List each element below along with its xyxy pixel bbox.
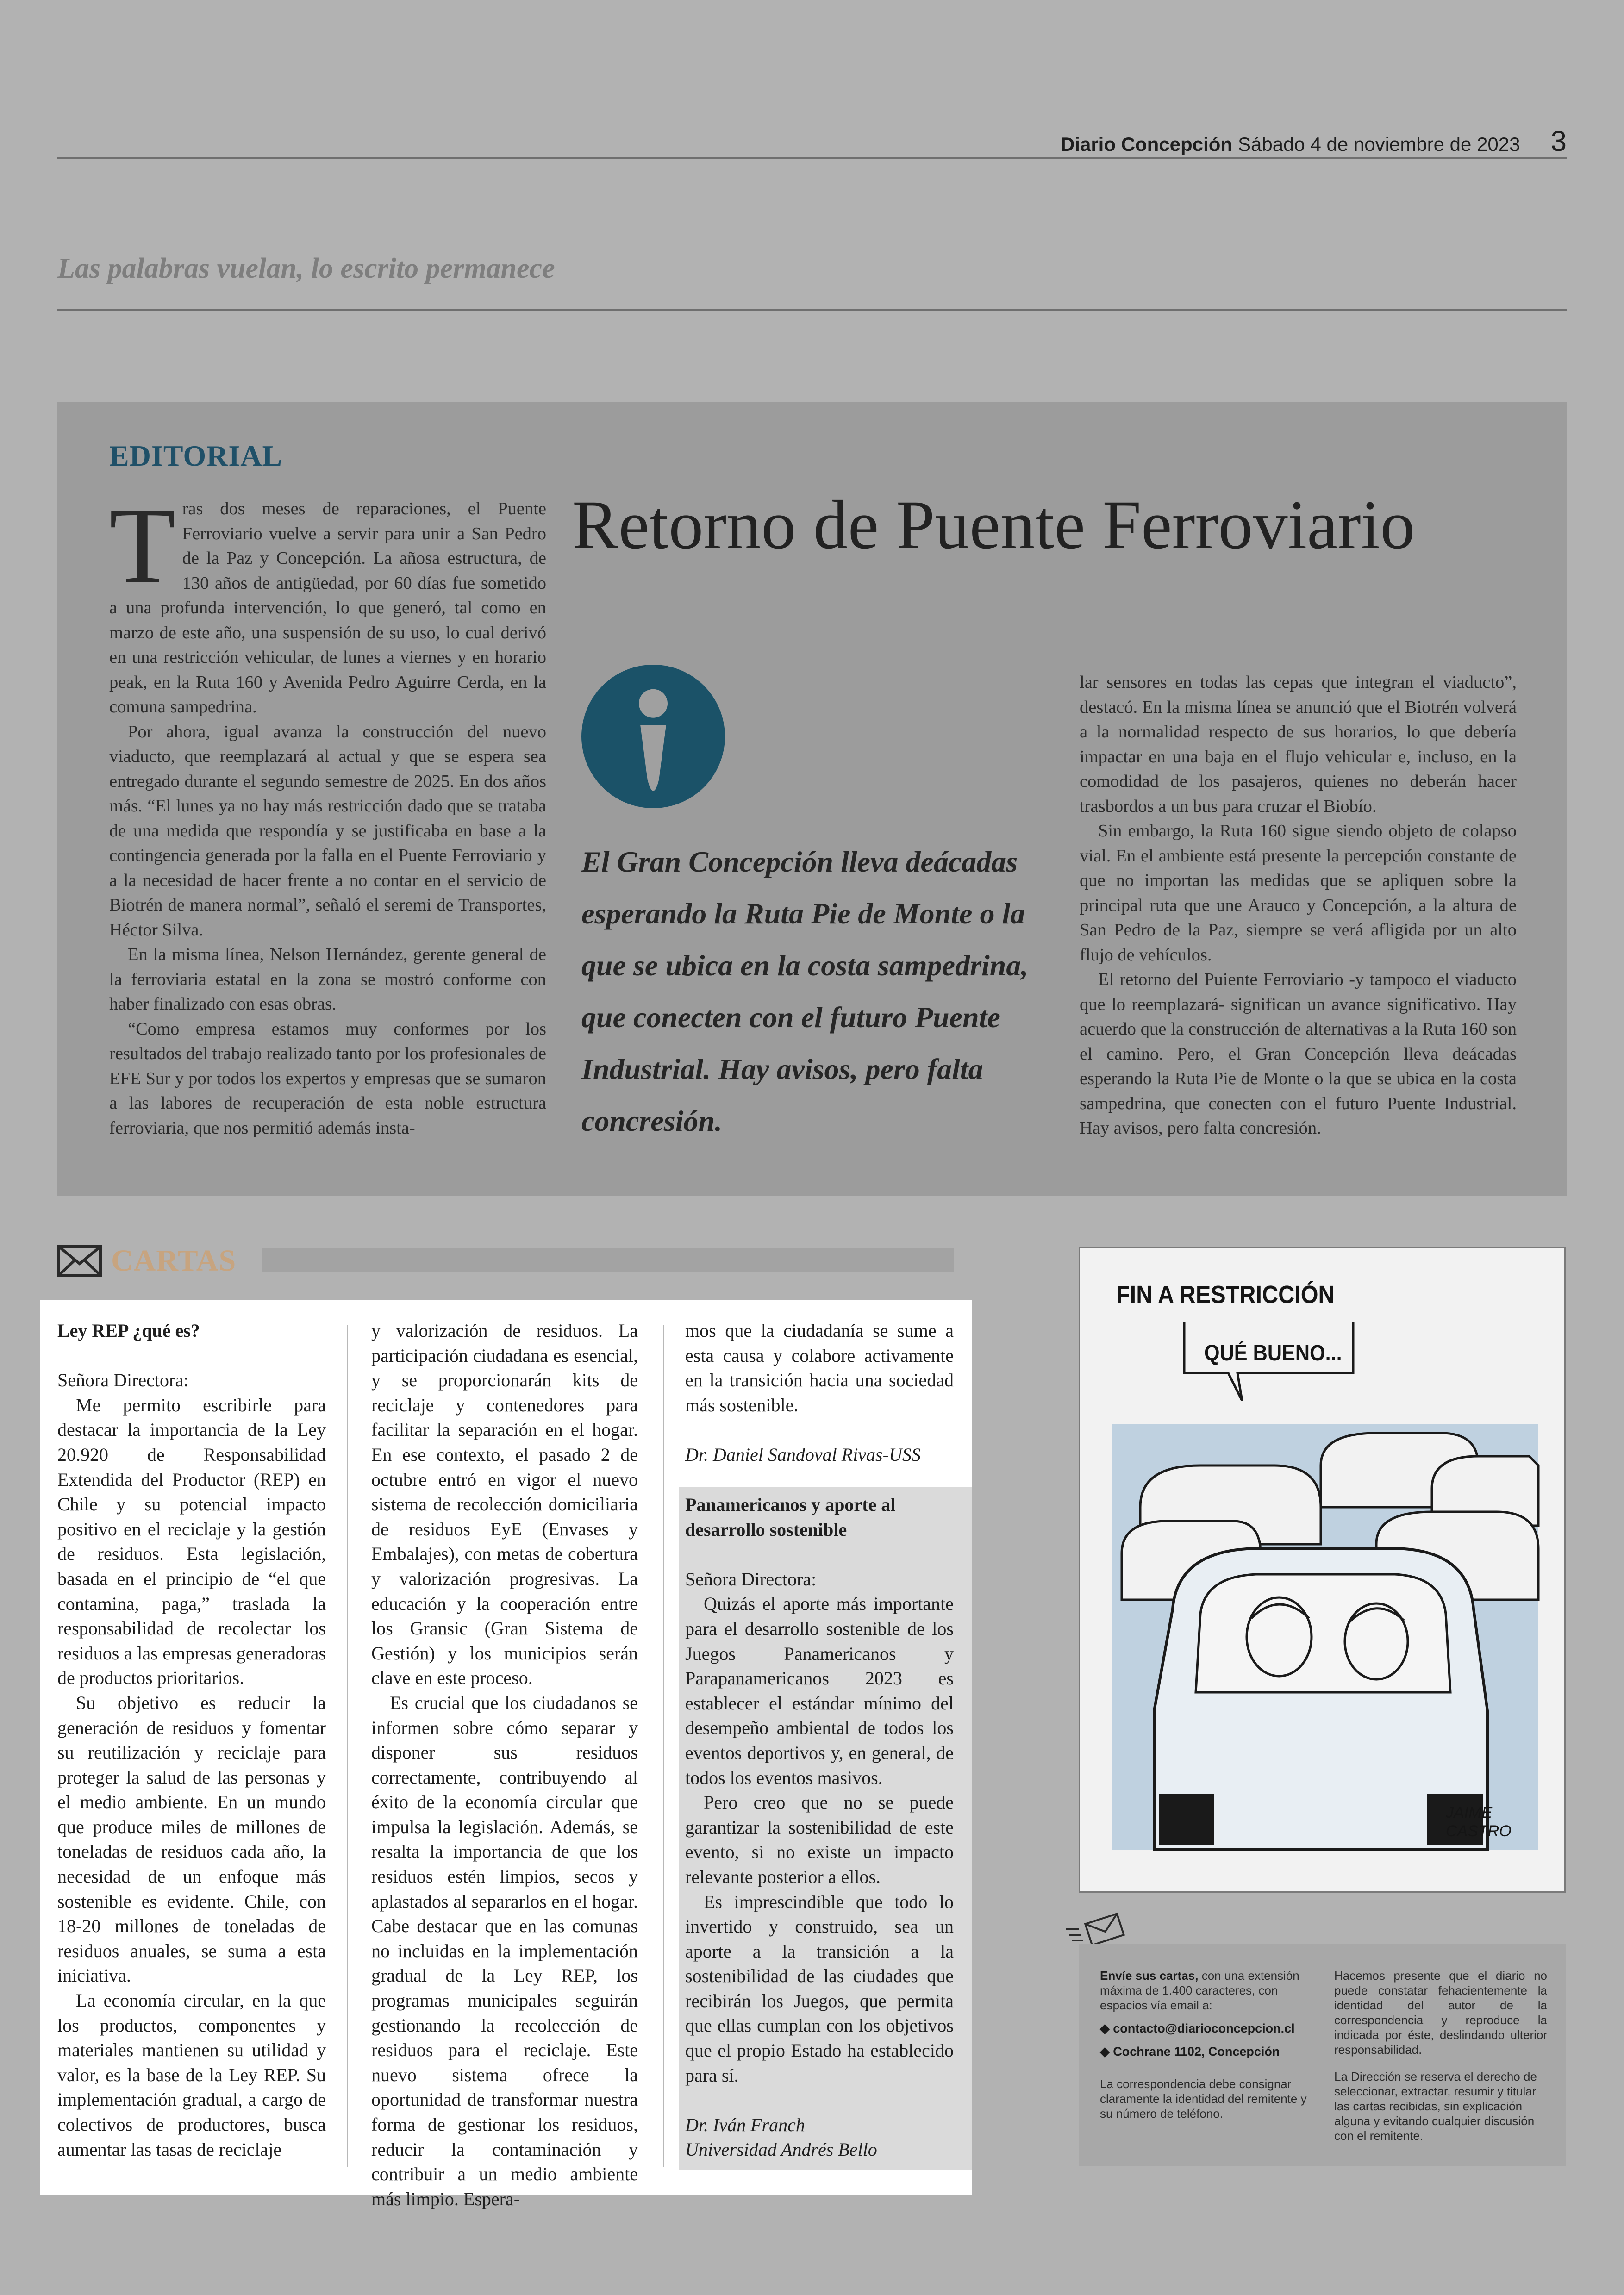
editorial-paragraph: ras dos meses de reparaciones, el Puente Ferroviario vuelve a servir para unir a San Pedro de la Paz y Concepción. La añosa estructura, de 130 años de antigüedad, por 60 días fue sometido a una profunda intervención, lo que generó, tal como en marzo de este año, una suspensión de su uso, lo cual derivó en una restricción vehicular, de lunes a viernes y en horario peak, en la Ruta 160 y Avenida Pedro Aguirre Cerda, en la comuna sampedrina. — [109, 499, 546, 717]
info-right — [1334, 1968, 1547, 2143]
cartoon — [1079, 1247, 1566, 1893]
editorial-paragraph: lar sensores en todas las cepas que integran el viaducto”, destacó. En la misma línea se anunció que el Biotrén volverá a la normalidad respecto de sus horarios, lo que debería impactar en una baja en el flujo vehicular e, incluso, en la comodidad de los pasajeros, quienes no deberán hacer trasbordos a un bus para cruzar el Biobío. — [1080, 673, 1517, 816]
letter-1-column-2 — [371, 1318, 638, 2209]
letter-paragraph: Quizás el aporte más importante para el desarrollo sostenible de los Juegos Panamericanos y Parapanamericanos 2023 es establecer el estándar mínimo del desempeño ambiental de todos los eventos deportivos y, en general, de todos los eventos masivos. — [685, 1593, 954, 1788]
disclaimer: Hacemos presente que el diario no puede constatar fehacientemente la identidad del autor de la correspondencia y reproduce la indicada por éste, deslindando ulterior responsabilidad. — [1334, 1969, 1547, 2057]
editorial-paragraph: El retorno del Puiente Ferroviario -y tampoco el viaducto que lo reemplazará- significan un avance significativo. Hay acuerdo que la construcción de alternativas a la Ruta 160 son el camino. Pero, el Gran Concepción lleva deácadas esperando la Ruta Pie de Monte o la que se ubica en la costa sampedrina, que conecten con el futuro Puente Industrial. Hay avisos, pero falta concresión. — [1080, 970, 1517, 1138]
info-icon — [581, 665, 725, 808]
send-label: Envíe sus cartas, — [1100, 1969, 1199, 1983]
page-number: 3 — [1550, 125, 1567, 157]
letter-paragraph: La economía circular, en la que los productos, componentes y materiales mantienen su utilidad y valor, es la base de la Ley REP. Su implementación gradual, a cargo de colectivos de productores, busca aumentar las tasas de reciclaje — [57, 1990, 326, 2160]
cartas-header-bar — [262, 1248, 954, 1272]
letter-title: Panamericanos y aporte al desarrollo sostenible — [685, 1494, 896, 1540]
editorial-title: Retorno de Puente Ferroviario — [572, 486, 1415, 563]
rights-note: La Dirección se reserva el derecho de seleccionar, extractar, resumir y titular las cartas recibidas, sin explicación alguna y evitando cualquier discusión con el remitente. — [1334, 2070, 1537, 2143]
editorial-section — [57, 402, 1567, 1196]
pull-quote: El Gran Concepción lleva deácadas esperando la Ruta Pie de Monte o la que se ubica en la costa sampedrina, que conecten con el futuro Puente Industrial. Hay avisos, pero falta concresión. — [581, 845, 1029, 1137]
newspaper-name: Diario Concepción — [1060, 133, 1233, 155]
editorial-paragraph: En la misma línea, Nelson Hernández, gerente general de la ferroviaria estatal en la zona se mostró conforme con haber finalizado con esas obras. — [109, 945, 546, 1014]
send-letter-icon — [1062, 1911, 1127, 1948]
letter-paragraph: mos que la ciudadanía se sume a esta causa y colabore activamente en la transición hacia una sociedad más sostenible. — [685, 1320, 954, 1416]
header-rule — [57, 157, 1567, 159]
editorial-label: EDITORIAL — [109, 439, 283, 472]
letter-paragraph: Pero creo que no se puede garantizar la sostenibilidad de este evento, si no existe un impacto relevante posterior a ellos. — [685, 1792, 954, 1887]
letter-signature: Dr. Daniel Sandoval Rivas-USS — [685, 1444, 921, 1465]
envelope-icon — [57, 1245, 102, 1277]
letter-2 — [685, 1492, 954, 2168]
issue-date: Sábado 4 de noviembre de 2023 — [1238, 133, 1520, 155]
letter-paragraph: y valorización de residuos. La participación ciudadana es esencial, y se proporcionarán kits de reciclaje y contenedores para facilitar la separación en el hogar. En ese contexto, el pasado 2 de octubre entró en vigor el nuevo sistema de recolección domiciliaria de residuos EyE (Envases y Embalajes), con metas de cobertura y valorización progresivas. La educación y la cooperación entre los Gransic (Gran Sistema de Gestión) y los municipios serán clave en este proceso. — [371, 1320, 638, 1689]
section-motto: Las palabras vuelan, lo escrito permanece — [57, 253, 555, 284]
letters-info-box — [1079, 1944, 1566, 2166]
letter-signature: Dr. Iván Franch — [685, 2114, 805, 2135]
cartoon-signature: JAIME CASTRO — [1446, 1804, 1512, 1840]
letter-signature-affiliation: Universidad Andrés Bello — [685, 2139, 877, 2160]
letter-title: Ley REP ¿qué es? — [57, 1320, 200, 1341]
page-header — [1061, 125, 1567, 158]
cartas-label: CARTAS — [111, 1244, 237, 1278]
send-text: con una extensión máxima de 1.400 caracteres, con espacios vía email a: — [1100, 1969, 1299, 2012]
cartoon-title: FIN A RESTRICCIÓN — [1116, 1281, 1335, 1309]
cartoon-speech: QUÉ BUENO... — [1204, 1341, 1342, 1366]
info-left: Envíe sus cartas, con una extensión máxima de 1.400 caracteres, con espacios vía email a: ◆ contacto@diarioconcepcion.cl ◆ Cochrane 1102, Concepción La correspondencia debe consignar claramente la identidad del remitente y su número de teléfono. — [1100, 1968, 1318, 2121]
letter-salutation: Señora Directora: — [57, 1370, 189, 1391]
drop-cap: T — [109, 485, 176, 605]
letter-paragraph: Me permito escribirle para destacar la importancia de la Ley 20.920 de Responsabilidad Extendida del Productor (REP) en Chile y su potencial impacto positivo en el reciclaje y la gestión de residuos. Esta legislación, basada en el principio de “el que contamina, paga,” traslada la responsabilidad de recolectar los residuos a las empresas generadoras de productos prioritarios. — [57, 1394, 326, 1689]
letter-paragraph: Es crucial que los ciudadanos se informen sobre cómo separar y disponer sus residuos correctamente, contribuyendo al éxito de la economía circular que impulsa la legislación. Además, se resalta la importancia de que los residuos estén limpios, secos y aplastados al separarlos en el hogar. Cabe destacar que en las comunas no incluidas en la implementación gradual de la Ley REP, los programas municipales seguirán gestionando la recolección de residuos para el reciclaje. Este nuevo sistema ofrece la oportunidad de transformar nuestra forma de gestionar los residuos, reducir la contaminación y contribuir a un medio ambiente más limpio. Espera- — [371, 1692, 638, 2209]
letter-paragraph: Su objetivo es reducir la generación de residuos y fomentar su reutilización y reciclaje para proteger la salud de las personas y el medio ambiente. En un mundo que produce miles de millones de toneladas de residuos cada año, la necesidad de un enfoque más sostenible es evidente. Chile, con 18-20 millones de toneladas de residuos anuales, se suma a esta iniciativa. — [57, 1692, 326, 1986]
identity-note: La correspondencia debe consignar claramente la identidad del remitente y su número de teléfono. — [1100, 2077, 1307, 2120]
motto-rule — [57, 309, 1567, 311]
editorial-paragraph: Sin embargo, la Ruta 160 sigue siendo objeto de colapso vial. En el ambiente está presente la percepción constante de que no importan las medidas que se apliquen sobre la principal ruta que une Arauco y Concepción, a la altura de San Pedro de la Paz, siempre se verá afligida por un alto flujo de vehículos. — [1080, 821, 1517, 965]
cartas-header — [57, 1243, 236, 1278]
letter-1-column-1 — [57, 1318, 326, 2170]
contact-email[interactable]: contacto@diarioconcepcion.cl — [1113, 2021, 1295, 2035]
column-divider — [347, 1325, 348, 2167]
letter-paragraph: Es imprescindible que todo lo invertido y construido, sea un aporte a la transición a la sostenibilidad de las ciudades que recibirán los Juegos, que permita que ellas cumplan con los objetivos que el propio Estado ha establecido para sí. — [685, 1891, 954, 2086]
editorial-column-3 — [1080, 670, 1517, 1142]
column-divider — [663, 1325, 664, 2167]
editorial-paragraph: Por ahora, igual avanza la construcción del nuevo viaducto, que reemplazará al actual y que se espera sea entregado durante el segundo semestre de 2025. En dos años más. “El lunes ya no hay más restricción dado que se trataba de una medida que respondía y se justificaba en base a la contingencia generada por la falla en el Puente Ferroviario y a la necesidad de hacer frente a no contar en el servicio de Biotrén de manera normal”, señaló el seremi de Transportes, Héctor Silva. — [109, 722, 546, 940]
letter-1-column-3 — [685, 1318, 954, 1476]
editorial-column-1 — [109, 485, 546, 1149]
contact-address: Cochrane 1102, Concepción — [1113, 2045, 1280, 2058]
editorial-paragraph: “Como empresa estamos muy conformes por los resultados del trabajo realizado tanto por los profesionales de EFE Sur y por todos los expertos y empresas que se sumaron a las labores de recuperación de esta noble estructura ferroviaria, que nos permitió además insta- — [109, 1019, 546, 1138]
letter-salutation: Señora Directora: — [685, 1568, 817, 1590]
